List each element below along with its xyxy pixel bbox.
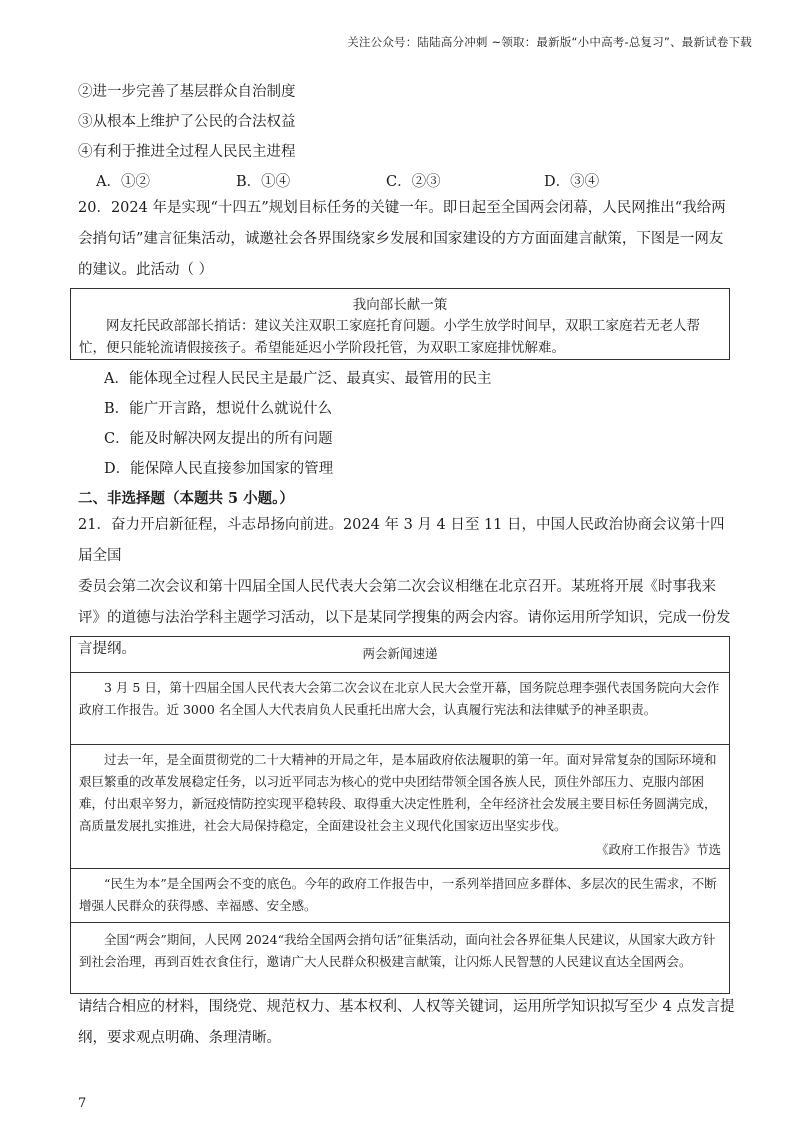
news-item-3 [71, 869, 729, 923]
q20-stem-line: 会捎句话”建言征集活动，诚邀社会各界围绕家乡发展和国家建设的方方面面建言献策，下图是一网友 [78, 231, 724, 247]
q21-task [78, 992, 738, 1054]
q20-option-a: A．能体现全过程人民民主是最广泛、最真实、最管用的民主 [104, 371, 492, 387]
news-item-2 [71, 745, 729, 869]
q20-option-c: C．能及时解决网友提出的所有问题 [104, 431, 333, 447]
news-title-row [71, 637, 729, 673]
news-text-4: 全国“两会”期间，人民网 2024“我给全国两会捎句话”征集活动，面向社会各界征集人民建议，从国家大政方针到社会治理，再到百姓衣食住行，邀请广大人民群众积极建言献策，让闪烁人民智慧的人民建议直达全国两会。 [79, 932, 716, 969]
news-text-1: 3 月 5 日，第十四届全国人民代表大会第二次会议在北京人民大会堂开幕，国务院总理李强代表国务院向大会作政府工作报告。近 3000 名全国人大代表肩负人民重托出席大会，认真履行宪法和法律赋予的神圣职责。 [79, 680, 720, 717]
q19-option-a: A．①② [96, 174, 150, 190]
news-item-1 [71, 673, 729, 745]
q21-task-line: 纲，要求观点明确、条理清晰。 [78, 1030, 281, 1046]
news-item-4 [71, 923, 729, 993]
news-digest-table [70, 636, 730, 994]
q21-task-line: 请结合相应的材料，围绕党、规范权力、基本权利、人权等关键词，运用所学知识拟写至少 4 点发言提 [78, 999, 735, 1015]
q20-option-d: D．能保障人民直接参加国家的管理 [104, 461, 334, 477]
news-title: 两会新闻速递 [362, 646, 438, 661]
section-heading: 二、非选择题（本题共 5 小题。） [78, 490, 294, 507]
q20-stem-line: 20．2024 年是实现“十四五”规划目标任务的关键一年。即日起至全国两会闭幕，人民网推出“我给两 [78, 200, 726, 216]
news-text-3: “民生为本”是全国两会不变的底色。今年的政府工作报告中，一系列举措回应多群体、多层次的民生需求，不断增强人民群众的获得感、幸福感、安全感。 [79, 876, 717, 913]
q21-stem-line: 21．奋力开启新征程，斗志昂扬向前进。2024 年 3 月 4 日至 11 日，中国人民政治协商会议第十四届全国 [78, 517, 725, 564]
q19-option-b: B．①④ [236, 174, 291, 190]
news-text-2: 过去一年，是全面贯彻党的二十大精神的开局之年，是本届政府依法履职的第一年。面对异常复杂的国际环境和艰巨繁重的改革发展稳定任务，以习近平同志为核心的党中央团结带领全国各族人民，顶住外部压力、克服内部困难，付出艰辛努力，新冠疫情防控实现平稳转段、取得重大决定性胜利，全年经济社会发展主要目标任务圆满完成，高质量发展扎实推进，社会大局保持稳定，全面建设社会主义现代化国家迈出坚实步伐。 [79, 752, 717, 833]
page-number: 7 [78, 1096, 87, 1111]
q19-item-2: ②进一步完善了基层群众自治制度 [78, 84, 296, 100]
q20-stem-line: 的建议。此活动（ ） [78, 262, 214, 278]
q21-stem-line: 言提纲。 [78, 641, 136, 657]
q19-option-c: C．②③ [386, 174, 441, 190]
q20-suggestion-box [70, 288, 730, 360]
q19-item-3: ③从根本上维护了公民的合法权益 [78, 114, 296, 130]
q19-option-d: D．③④ [544, 174, 600, 190]
q20-option-b: B．能广开言路，想说什么就说什么 [104, 401, 333, 417]
q20-box-text: 网友托民政部部长捎话：建议关注双职工家庭托育问题。小学生放学时间早，双职工家庭若无老人帮忙，便只能轮流请假接孩子。希望能延迟小学阶段托管，为双职工家庭排忧解难。 [79, 318, 700, 356]
q19-item-4: ④有利于推进全过程人民民主进程 [78, 144, 296, 160]
q21-stem-line: 评》的道德与法治学科主题学习活动，以下是某同学搜集的两会内容。请你运用所学知识，完成一份发 [78, 610, 731, 626]
page-header: 关注公众号：陆陆高分冲刺 ~领取：最新版“小中高考-总复习”、最新试卷下载 [347, 35, 752, 49]
q20-stem [78, 193, 738, 286]
q20-box-title: 我向部长献一策 [352, 297, 448, 313]
news-source: 《政府工作报告》节选 [595, 842, 721, 857]
q21-stem-line: 委员会第二次会议和第十四届全国人民代表大会第二次会议相继在北京召开。某班将开展《时事我来 [78, 579, 716, 595]
